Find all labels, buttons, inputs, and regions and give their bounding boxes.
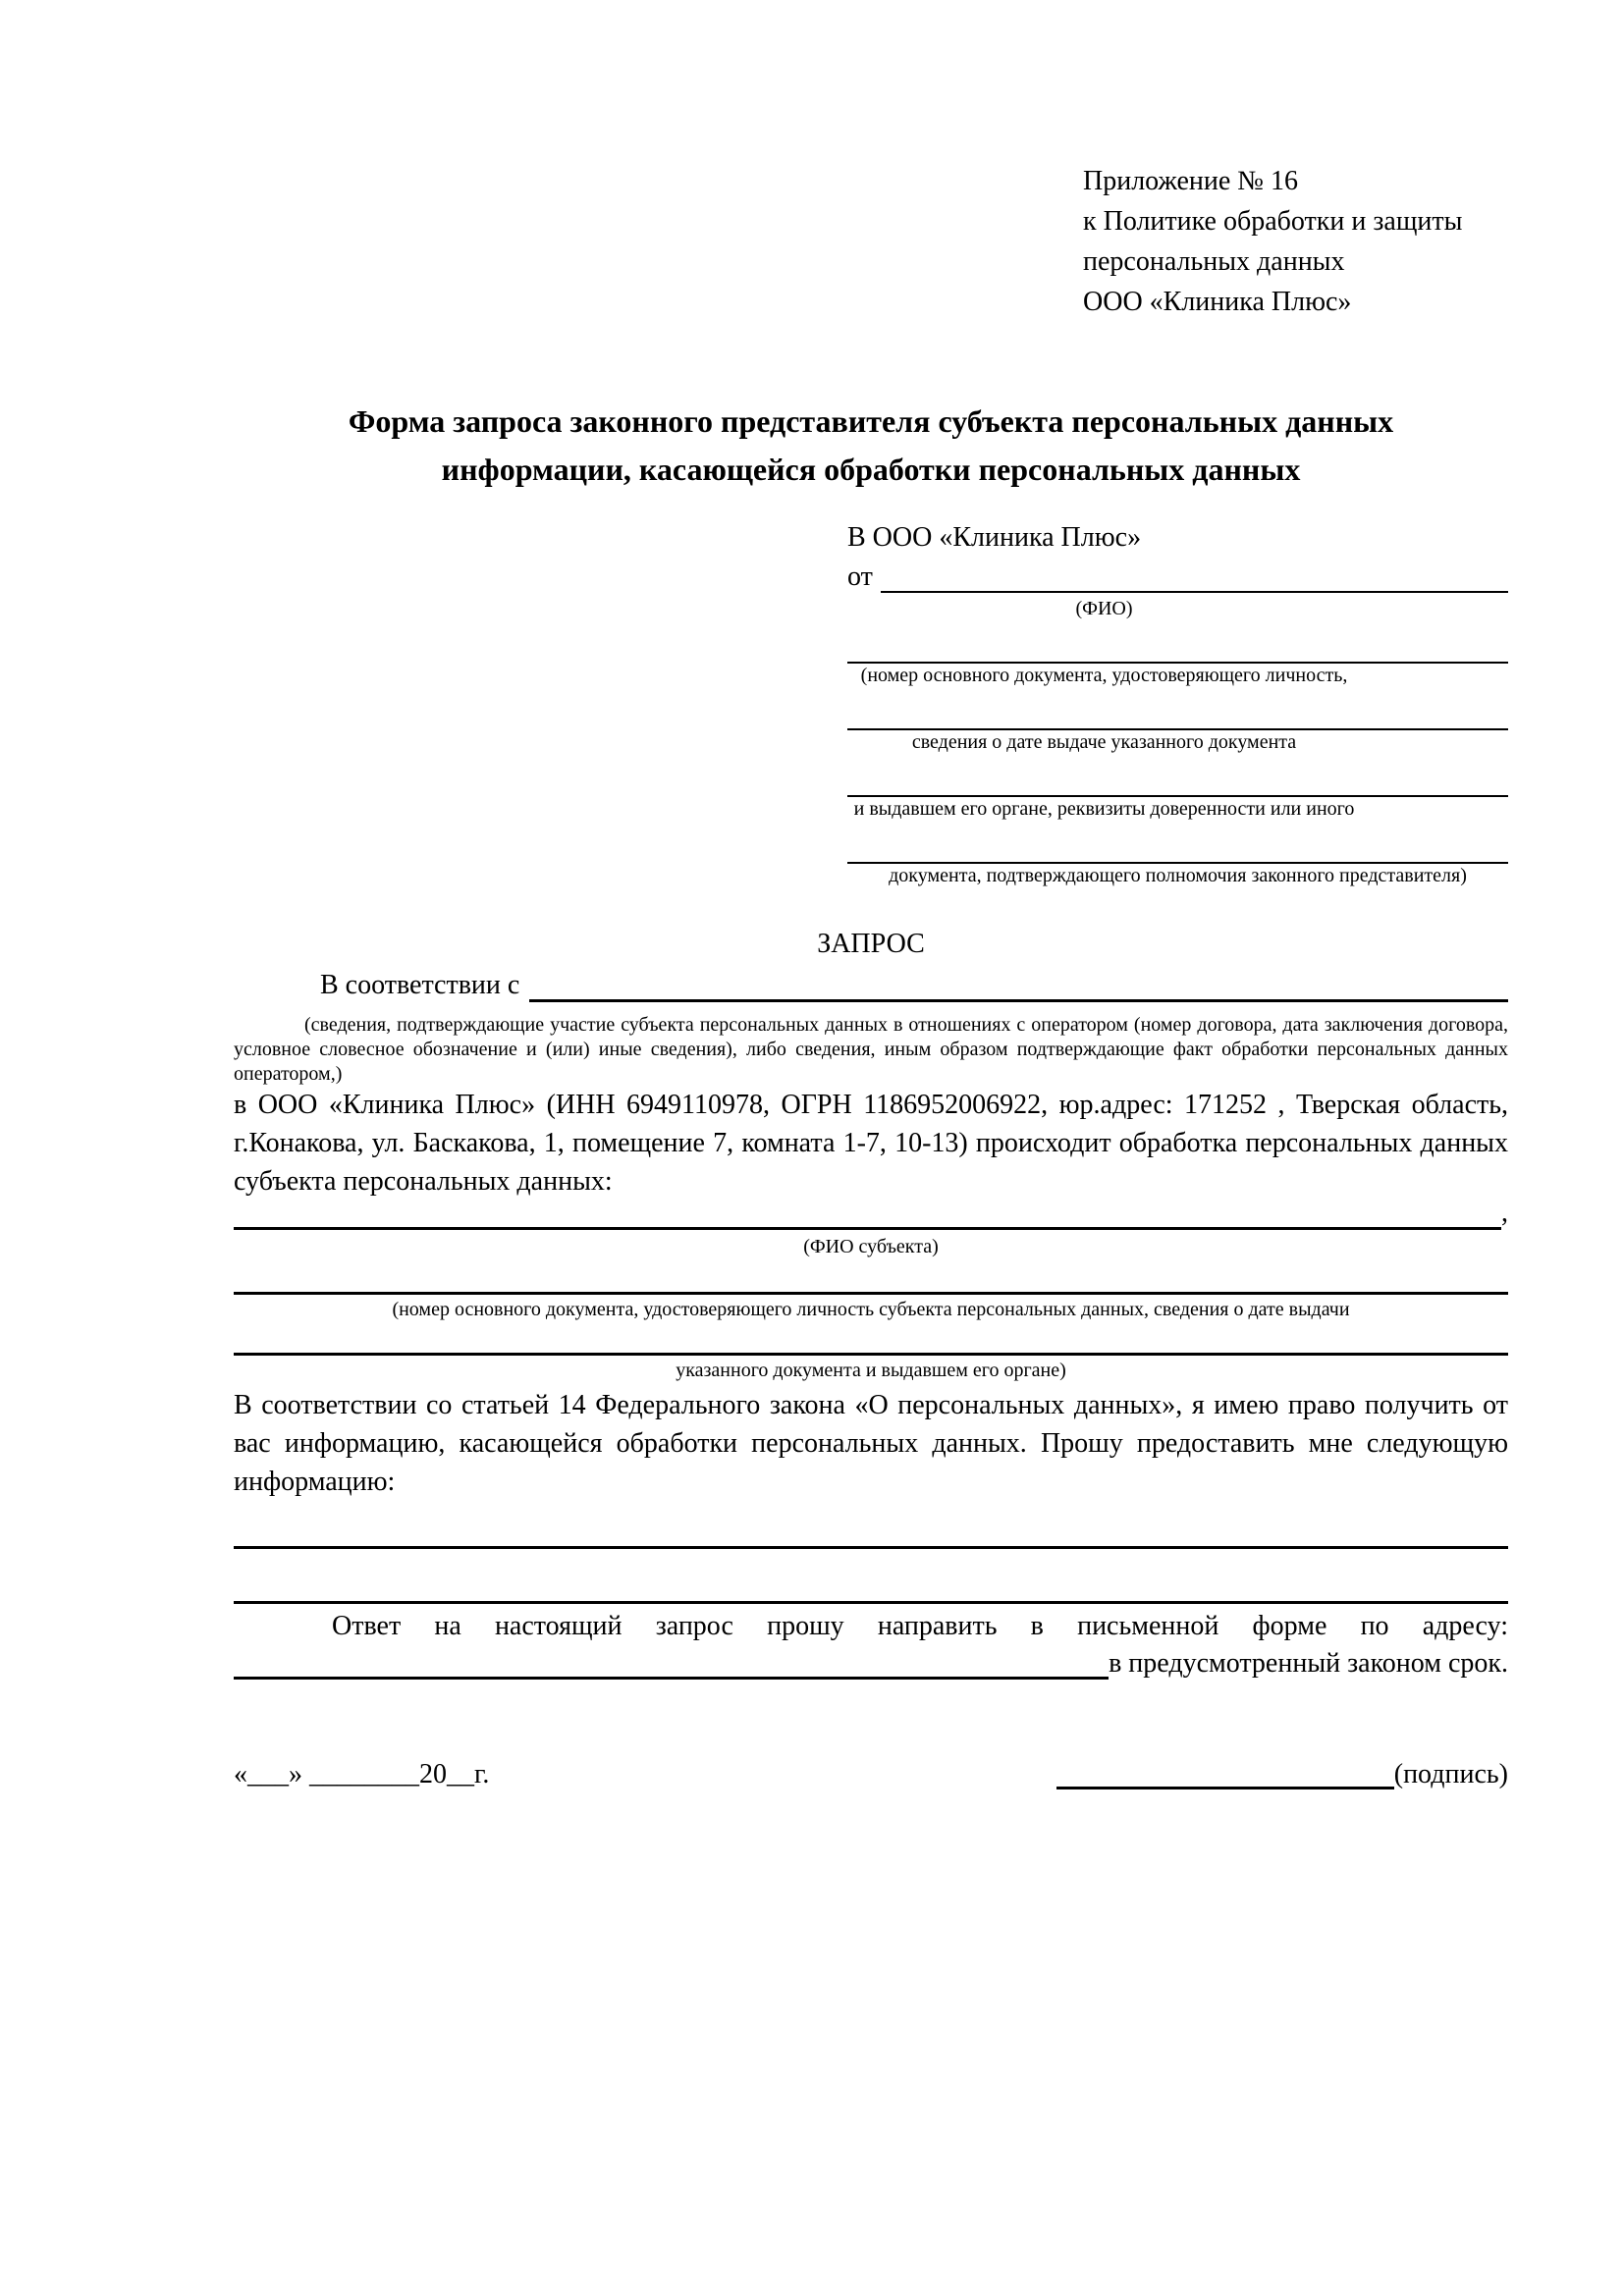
doc-caption-4: документа, подтверждающего полномочия законного представителя): [889, 865, 1467, 886]
from-label: от: [847, 561, 873, 592]
fill-line-document: [847, 626, 1508, 664]
appendix-line: Приложение № 16: [1083, 166, 1298, 196]
appendix-line: к Политике обработки и защиты: [1083, 206, 1463, 237]
fill-line-signature: [1056, 1787, 1394, 1789]
fill-line-authority-doc: [847, 827, 1508, 864]
fill-line-issue-date: [847, 693, 1508, 730]
law-paragraph: В соответствии со статьей 14 Федерального закона «О персональных данных», я имею право получить от вас информацию, касающейся обработки персональных данных. Прошу предоставить мне следующую информацию:: [234, 1390, 1508, 1497]
appendix-line: персональных данных: [1083, 246, 1345, 277]
appendix-note: [1083, 161, 1462, 322]
fill-line-basis: [529, 966, 1508, 1002]
fill-line-issuer: [847, 760, 1508, 797]
doc-caption-3: и выдавшем его органе, реквизиты доверенности или иного: [853, 798, 1355, 820]
doc-caption-2: сведения о дате выдаче указанного документа: [911, 731, 1297, 753]
fill-line-info-1: [234, 1511, 1508, 1549]
from-row: [847, 558, 1508, 597]
addressee-block: [847, 518, 1508, 887]
date-line: «___» ________20__г.: [234, 1759, 490, 1789]
subject-fio-row: [234, 1194, 1508, 1233]
fill-line-info-2: [234, 1566, 1508, 1604]
fill-line-subject-doc-issuer: [234, 1317, 1508, 1356]
intro-note: (сведения, подтверждающие участие субъекта персональных данных в отношениях с оператором (номер договора, дата заключения договора, условное словесное обозначение и (или) иные сведения), либо сведения, иным образом подтверждающие факт обработки персональных данных оператором,): [234, 1014, 1508, 1085]
fill-line-subject-fio: [234, 1194, 1501, 1230]
reply-address-row: [234, 1645, 1508, 1682]
fill-line-from: [881, 558, 1508, 593]
fill-line-subject-doc: [234, 1256, 1508, 1295]
title-line: Форма запроса законного представителя субъекта персональных данных: [348, 403, 1394, 439]
fio-caption: (ФИО): [1075, 598, 1133, 619]
signature-caption: (подпись): [1393, 1759, 1508, 1789]
operator-paragraph: в ООО «Клиника Плюс» (ИНН 6949110978, ОГРН 1186952006922, юр.адрес: 171252 , Тверская область, г.Конакова, ул. Баскакова, 1, помещение 7, комната 1-7, 10-13) происходит обработка персональных данных субъекта персональных данных:: [234, 1090, 1508, 1197]
reply-paragraph: Ответ на настоящий запрос прошу направить в письменной форме по адресу:: [332, 1611, 1508, 1641]
title-line: информации, касающейся обработки персональных данных: [441, 452, 1301, 487]
intro-prefix: В соответствии с: [320, 970, 520, 1000]
reply-suffix: в предусмотренный законом срок.: [1109, 1648, 1508, 1679]
subject-fio-caption: (ФИО субъекта): [803, 1236, 939, 1257]
addressee-to: В ООО «Клиника Плюс»: [847, 522, 1142, 553]
intro-row: [234, 966, 1508, 1005]
subject-doc-caption-2: указанного документа и выдавшем его органе): [676, 1360, 1066, 1381]
request-heading: ЗАПРОС: [817, 929, 925, 959]
subject-doc-caption-1: (номер основного документа, удостоверяющего личность субъекта персональных данных, сведения о дате выдачи: [392, 1299, 1350, 1320]
signature-row: [234, 1755, 1508, 1794]
signature-area: [1056, 1755, 1508, 1794]
subject-comma: ,: [1501, 1198, 1508, 1228]
doc-caption-1: (номер основного документа, удостоверяющего личность,: [860, 665, 1348, 686]
fill-line-address: [234, 1645, 1109, 1680]
document-title: [234, 398, 1508, 494]
appendix-line: ООО «Клиника Плюс»: [1083, 287, 1352, 317]
